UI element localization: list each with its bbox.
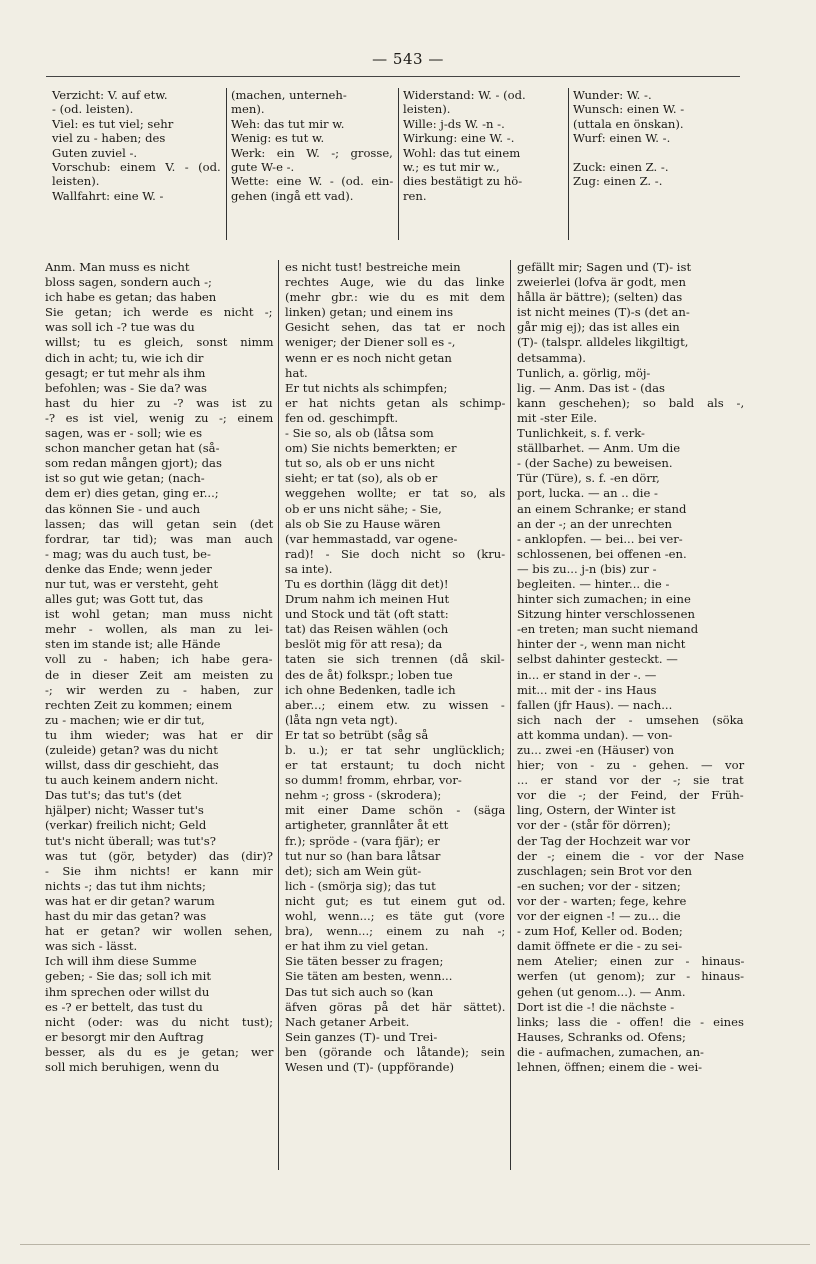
text-line: voll zu - haben; ich habe gera- <box>45 652 273 667</box>
text-line: port, lucka. — an .. die - <box>517 486 658 501</box>
text-line: Hauses, Schranks od. Ofens; <box>517 1029 686 1044</box>
text-line: ihm sprechen oder willst du <box>45 984 210 999</box>
text-line: (låta ngn veta ngt). <box>285 712 398 727</box>
table-column <box>50 88 226 240</box>
text-line: als ob Sie zu Hause wären <box>285 516 441 531</box>
text-line: der -; einem die - vor der Nase <box>517 848 745 863</box>
text-line: gefällt mir; Sagen und (T)- ist <box>517 260 692 274</box>
text-line: was sich - lässt. <box>45 939 138 954</box>
text-line: mit -ster Eile. <box>517 410 598 425</box>
table-line: (uttala en önskan). <box>573 116 684 131</box>
table-line: Vorschub: einem V. - (od. <box>52 160 221 175</box>
table-line: dies bestätigt zu hö- <box>403 174 523 189</box>
text-line: -en suchen; vor der - sitzen; <box>517 878 681 893</box>
text-line: tut nur so (han bara låtsar <box>285 848 441 863</box>
text-line: Anm. Man muss es nicht <box>45 260 190 274</box>
text-line: mit einer Dame schön - (säga <box>285 803 506 818</box>
text-line: ist so gut wie getan; (nach- <box>45 471 205 486</box>
text-line: wohl, wenn...; es täte gut (vore <box>285 909 505 924</box>
text-line: (zuleide) getan? was du nicht <box>45 743 218 757</box>
text-line: er tat erstaunt; tu doch nicht <box>285 758 505 773</box>
text-line: dich in acht; tu, wie ich dir <box>45 350 204 365</box>
text-line: zuschlagen; sein Brot vor den <box>517 863 693 878</box>
text-line: artigheter, grannlåter åt ett <box>285 818 449 833</box>
text-line: linken) getan; und einem ins <box>285 305 454 320</box>
text-line: lig. — Anm. Das ist - (das <box>517 380 665 395</box>
text-line: Ich will ihm diese Summe <box>45 954 197 969</box>
text-line: an der -; an der unrechten <box>517 516 672 531</box>
text-line: ich habe es getan; das haben <box>45 290 217 305</box>
table-column <box>568 88 740 240</box>
text-line: er besorgt mir den Auftrag <box>45 1029 204 1044</box>
text-line: gehen (ut genom...). — Anm. <box>517 984 686 999</box>
text-line: som redan mången gjort); das <box>45 456 222 471</box>
text-line: der Tag der Hochzeit war vor <box>517 833 691 848</box>
text-line: att komma undan). — von- <box>517 727 673 742</box>
text-line: kann geschehen); so bald als -, <box>517 395 745 410</box>
table-line: Wallfahrt: eine W. - <box>52 188 164 203</box>
text-line: Das tut's; das tut's (det <box>45 788 182 803</box>
table-line: Wette: eine W. - (od. ein- <box>231 174 394 189</box>
text-line: willst, dass dir geschieht, das <box>45 758 219 773</box>
text-line: fen od. geschimpft. <box>285 410 399 425</box>
text-line: was tut (gör, betyder) das (dir)? <box>45 848 273 863</box>
text-line: sich nach der - umsehen (söka <box>517 712 744 727</box>
text-line: zweierlei (lofva är godt, men <box>517 275 686 290</box>
text-line: ist wohl getan; man muss nicht <box>45 607 273 622</box>
text-line: fallen (jfr Haus). — nach... <box>517 697 673 712</box>
text-line: hast du mir das getan? was <box>45 909 207 924</box>
text-line: damit öffnete er die - zu sei- <box>517 939 683 954</box>
text-line: nichts -; das tut ihm nichts; <box>45 878 206 893</box>
text-line: willst; tu es gleich, sonst nimm <box>45 335 274 350</box>
text-line: geben; - Sie das; soll ich mit <box>45 969 212 984</box>
text-line: er hat ihm zu viel getan. <box>285 939 429 954</box>
text-line: tut's nicht überall; was tut's? <box>45 833 216 848</box>
page-edge-rule <box>20 1244 810 1245</box>
text-line: Dort ist die -! die nächste - <box>517 999 675 1014</box>
text-line: äfven göras på det här sättet). <box>285 999 506 1014</box>
text-line: links; lass die - offen! die - eines <box>517 1014 744 1029</box>
text-line: schon mancher getan hat (så- <box>45 441 220 456</box>
text-line: om) Sie nichts bemerkten; er <box>285 441 457 456</box>
text-line: - zum Hof, Keller od. Boden; <box>517 924 683 939</box>
text-line: ... er stand vor der -; sie trat <box>517 773 744 788</box>
table-line: leisten). <box>52 174 100 189</box>
text-line: Gesicht sehen, das tat er noch <box>285 320 506 335</box>
table-line: Wirkung: eine W. -. <box>403 131 515 146</box>
text-line: es -? er bettelt, das tust du <box>45 999 203 1014</box>
text-line: hier; von - zu - gehen. — vor <box>517 758 745 773</box>
table-column <box>226 88 398 240</box>
text-line: ställbarhet. — Anm. Um die <box>517 441 681 456</box>
text-line: was hat er dir getan? warum <box>45 893 215 908</box>
text-line: ob er uns nicht sähe; - Sie, <box>285 501 442 516</box>
table-line <box>573 146 736 160</box>
text-line: sieht; er tat (so), als ob er <box>285 471 438 486</box>
text-line: mit... mit der - ins Haus <box>517 682 657 697</box>
text-line: (verkar) freilich nicht; Geld <box>45 818 207 833</box>
text-line: det); sich am Wein güt- <box>285 863 422 878</box>
text-line: wenn er es noch nicht getan <box>285 350 452 365</box>
text-line: ich ohne Bedenken, tadle ich <box>285 682 456 697</box>
text-line: aber...; einem etw. zu wissen - <box>285 697 505 712</box>
table-column <box>398 88 568 240</box>
text-line: in... er stand in der -. — <box>517 667 657 682</box>
table-line: Zuck: einen Z. -. <box>573 160 669 175</box>
text-line: rad)! - Sie doch nicht so (kru- <box>285 546 506 561</box>
text-line: beslöt mig för att resa); da <box>285 637 443 652</box>
dictionary-body <box>45 260 745 1170</box>
text-line: hinter sich zumachen; in eine <box>517 592 691 607</box>
text-line: hat. <box>285 365 308 380</box>
text-line: fordrar, tar tid); was man auch <box>45 531 273 546</box>
text-line: lassen; das will getan sein (det <box>45 516 274 531</box>
text-line: Das tut sich auch so (kan <box>285 984 434 999</box>
table-line: Guten zuviel -. <box>52 145 138 160</box>
table-line: Zug: einen Z. -. <box>573 174 663 189</box>
table-line: gehen (ingå ett vad). <box>231 188 354 203</box>
text-line: Tu es dorthin (lägg dit det)! <box>285 576 449 591</box>
text-line: Tunlichkeit, s. f. verk- <box>517 426 645 441</box>
text-line: - (der Sache) zu beweisen. <box>517 456 673 471</box>
text-line: ling, Ostern, der Winter ist <box>517 803 676 818</box>
text-line: vor die -; der Feind, der Früh- <box>517 788 744 803</box>
text-line: er hat nichts getan als schimp- <box>285 395 506 410</box>
text-line: -; wir werden zu - haben, zur <box>45 682 273 697</box>
text-line: - Sie ihm nichts! er kann mir <box>45 863 273 878</box>
text-line: (T)- (talspr. alldeles likgiltigt, <box>517 335 689 350</box>
text-line: (mehr gbr.: wie du es mit dem <box>285 290 506 305</box>
text-line: Nach getaner Arbeit. <box>285 1014 410 1029</box>
text-line: bra), wenn...; einem zu nah -; <box>285 924 506 939</box>
table-line: Weh: das tut mir w. <box>231 116 345 131</box>
text-line: tu ihm wieder; was hat er dir <box>45 727 273 742</box>
text-line: zu... zwei -en (Häuser) von <box>517 743 675 757</box>
text-line: Sie täten am besten, wenn... <box>285 969 453 984</box>
text-line: -en treten; man sucht niemand <box>517 622 699 637</box>
text-line: Drum nahm ich meinen Hut <box>285 592 450 607</box>
text-line: Er tut nichts als schimpfen; <box>285 380 448 395</box>
text-line: tu auch keinem andern nicht. <box>45 773 219 788</box>
phrase-table <box>50 88 740 240</box>
table-line: leisten). <box>403 102 451 117</box>
text-line: fr.); spröde - (vara fjär); er <box>285 833 440 848</box>
text-line: b. u.); er tat sehr unglücklich; <box>285 743 505 757</box>
text-line: begleiten. — hinter... die - <box>517 576 670 591</box>
text-line: besser, als du es je getan; wer <box>45 1044 274 1059</box>
text-line: mehr - wollen, als man zu lei- <box>45 622 273 637</box>
text-line: -? es ist viel, wenig zu -; einem <box>45 410 274 425</box>
text-line: und Stock und tät (oft statt: <box>285 607 449 622</box>
text-line: - mag; was du auch tust, be- <box>45 546 211 561</box>
header-rule <box>46 76 740 77</box>
text-column <box>511 260 745 1170</box>
text-line: nehm -; gross - (skrodera); <box>285 788 442 803</box>
text-line: hat er getan? wir wollen sehen, <box>45 924 273 939</box>
text-line: Tür (Türe), s. f. -en dörr, <box>517 471 660 486</box>
text-line: ist nicht meines (T)-s (det an- <box>517 305 690 320</box>
text-line: (var hemmastadd, var ogene- <box>285 531 458 546</box>
text-line: de in dieser Zeit am meisten zu <box>45 667 274 682</box>
text-line: taten sie sich trennen (då skil- <box>285 652 505 667</box>
text-line: Sie getan; ich werde es nicht -; <box>45 305 273 320</box>
table-line: Wunsch: einen W. - <box>573 102 685 117</box>
text-line: so dumm! fromm, ehrbar, vor- <box>285 773 462 788</box>
table-line: Wenig: es tut w. <box>231 131 325 146</box>
text-line: hjälper) nicht; Wasser tut's <box>45 803 204 818</box>
table-line: Werk: ein W. -; grosse, <box>231 145 393 160</box>
text-line: die - aufmachen, zumachen, an- <box>517 1044 704 1059</box>
text-line: das können Sie - und auch <box>45 501 201 516</box>
text-line: zu - machen; wie er dir tut, <box>45 712 205 727</box>
page-number: — 543 — <box>372 50 444 68</box>
text-line: weniger; der Diener soll es -, <box>285 335 456 350</box>
text-line: gesagt; er tut mehr als ihm <box>45 365 206 380</box>
text-line: lehnen, öffnen; einem die - wei- <box>517 1059 703 1074</box>
text-line: es nicht tust! bestreiche mein <box>285 260 461 274</box>
table-line: (machen, unterneh- <box>231 88 347 102</box>
text-line: denke das Ende; wenn jeder <box>45 561 212 576</box>
text-line: går mig ej); das ist alles ein <box>517 320 680 335</box>
text-line: weggehen wollte; er tat so, als <box>285 486 506 501</box>
table-line: Wunder: W. -. <box>573 88 652 102</box>
text-line: — bis zu... j-n (bis) zur - <box>517 561 657 576</box>
table-line: ren. <box>403 188 427 203</box>
table-line: Viel: es tut viel; sehr <box>52 116 174 131</box>
text-line: dem er) dies getan, ging er...; <box>45 486 219 501</box>
text-line: ben (görande och låtande); sein <box>285 1044 505 1059</box>
text-line: rechtes Auge, wie du das linke <box>285 275 505 290</box>
text-column <box>45 260 279 1170</box>
text-line: des de åt) folkspr.; loben tue <box>285 667 453 682</box>
text-line: selbst dahinter gesteckt. — <box>517 652 678 667</box>
table-line: gute W-e -. <box>231 160 295 175</box>
text-line: sagen, was er - soll; wie es <box>45 426 203 441</box>
text-line: hålla är bättre); (selten) das <box>517 290 683 305</box>
text-line: Tunlich, a. görlig, möj- <box>517 365 651 380</box>
text-line: lich - (smörja sig); das tut <box>285 878 436 893</box>
text-line: alles gut; was Gott tut, das <box>45 592 204 607</box>
table-line: Widerstand: W. - (od. <box>403 88 526 102</box>
text-line: Er tat so betrübt (såg så <box>285 727 429 742</box>
table-line: Wurf: einen W. -. <box>573 131 671 146</box>
table-line: Wille: j-ds W. -n -. <box>403 116 505 131</box>
text-line: vor der - (står för dörren); <box>517 818 671 833</box>
text-line: nur tut, was er versteht, geht <box>45 576 219 591</box>
text-line: vor der eignen -! — zu... die <box>517 909 681 924</box>
text-line: werfen (ut genom); zur - hinaus- <box>517 969 745 984</box>
text-line: soll mich beruhigen, wenn du <box>45 1059 220 1074</box>
text-line: tut so, als ob er uns nicht <box>285 456 435 471</box>
text-line: an einem Schranke; er stand <box>517 501 687 516</box>
table-line: viel zu - haben; des <box>52 131 166 146</box>
text-line: was soll ich -? tue was du <box>45 320 195 335</box>
table-line: - (od. leisten). <box>52 102 134 117</box>
text-line: - Sie so, als ob (låtsa som <box>285 426 434 441</box>
text-line: detsamma). <box>517 350 586 365</box>
text-line: Wesen und (T)- (uppförande) <box>285 1059 455 1074</box>
text-line: sten im stande ist; alle Hände <box>45 637 221 652</box>
text-line: hinter der -, wenn man nicht <box>517 637 686 652</box>
text-line: hast du hier zu -? was ist zu <box>45 395 273 410</box>
table-line: w.; es tut mir w., <box>403 160 500 175</box>
text-line: - anklopfen. — bei... bei ver- <box>517 531 683 546</box>
text-line: rechten Zeit zu kommen; einem <box>45 697 233 712</box>
text-column <box>279 260 511 1170</box>
text-line: schlossenen, bei offenen -en. <box>517 546 687 561</box>
text-line: befohlen; was - Sie da? was <box>45 380 207 395</box>
text-line: nem Atelier; einen zur - hinaus- <box>517 954 745 969</box>
table-line: Verzicht: V. auf etw. <box>52 88 168 102</box>
table-line: Wohl: das tut einem <box>403 145 521 160</box>
text-line: Sie täten besser zu fragen; <box>285 954 444 969</box>
table-line: men). <box>231 102 265 117</box>
text-line: bloss sagen, sondern auch -; <box>45 275 212 290</box>
text-line: Sein ganzes (T)- und Trei- <box>285 1029 438 1044</box>
text-line: Sitzung hinter verschlossenen <box>517 607 695 622</box>
text-line: tat) das Reisen wählen (och <box>285 622 449 637</box>
text-line: vor der - warten; fege, kehre <box>517 893 687 908</box>
text-line: nicht (oder: was du nicht tust); <box>45 1014 274 1029</box>
text-line: sa inte). <box>285 561 333 576</box>
text-line: nicht gut; es tut einem gut od. <box>285 893 506 908</box>
